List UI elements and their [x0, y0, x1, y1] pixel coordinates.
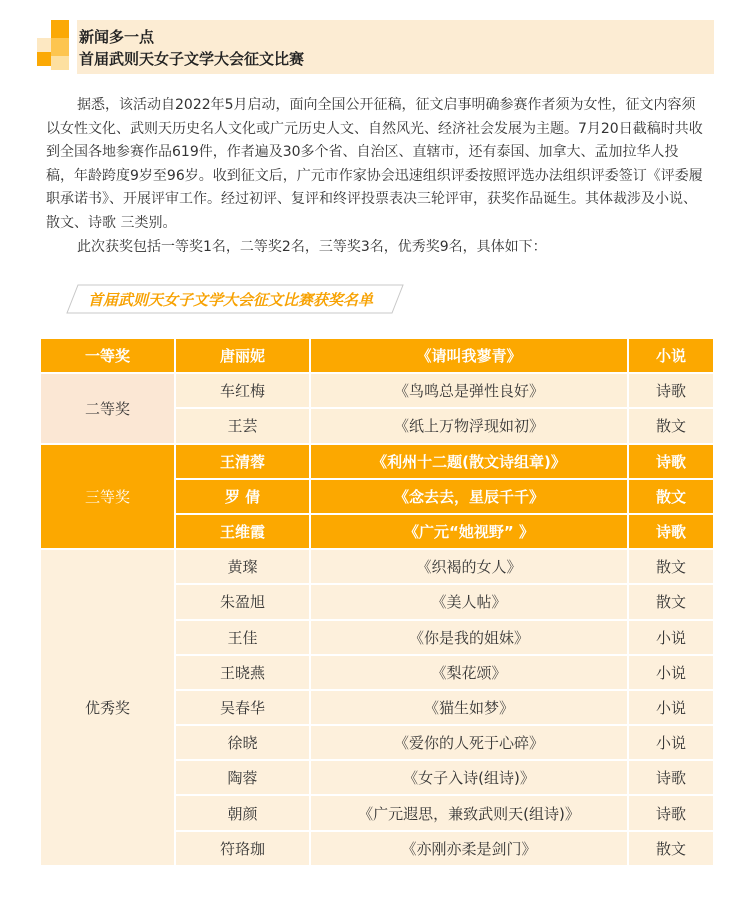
work-cell: 《利州十二题(散文诗组章)》: [310, 444, 628, 479]
genre-cell: 诗歌: [628, 795, 714, 830]
genre-cell: 诗歌: [628, 760, 714, 795]
work-cell: 《鸟鸣总是弹性良好》: [310, 373, 628, 408]
work-cell: 《织褐的女人》: [310, 549, 628, 584]
table-row: [40, 338, 714, 373]
paragraph: 此次获奖包括一等奖1名，二等奖2名，三等奖3名，优秀奖9名，具体如下：: [77, 238, 547, 255]
paragraph: 据悉，该活动自2022年5月启动，面向全国公开征稿，征文启事明确参赛作者须为女性，征文内容须以女性文化、武则天历史名人文化或广元历史人文、自然风光、经济社会发展为主题。7月20日截稿时共收到全国各地参赛作品619件，作者遍及30多个省、自治区、直辖市，还有泰国、加拿大、孟加拉华人投稿，年龄跨度9岁至96岁。收到征文后，广元市作家协会迅速组织评委按照评选办法组织评委签订《评委履职承诺书》、开展评审工作。经过初评、复评和终评投票表决三轮评审，获奖作品诞生。其体裁涉及小说、散文、诗歌 三类别。: [46, 97, 703, 231]
award-list-banner: [66, 284, 404, 314]
work-cell: 《念去去，星辰千千》: [310, 479, 628, 514]
genre-cell: 诗歌: [628, 444, 714, 479]
author-cell: 符珞珈: [175, 831, 310, 866]
author-cell: 王清蓉: [175, 444, 310, 479]
award-table: [39, 337, 715, 867]
genre-cell: 小说: [628, 620, 714, 655]
decor-square: [51, 20, 69, 38]
genre-cell: 诗歌: [628, 514, 714, 549]
author-cell: 陶蓉: [175, 760, 310, 795]
header-line-1: 新闻多一点: [79, 28, 155, 46]
genre-cell: 小说: [628, 690, 714, 725]
author-cell: 王维霞: [175, 514, 310, 549]
work-cell: 《广元“她视野” 》: [310, 514, 628, 549]
work-cell: 《女子入诗(组诗)》: [310, 760, 628, 795]
table-row: [40, 549, 714, 584]
work-cell: 《纸上万物浮现如初》: [310, 408, 628, 443]
genre-cell: 散文: [628, 831, 714, 866]
table-row: [40, 444, 714, 479]
work-cell: 《梨花颂》: [310, 655, 628, 690]
genre-cell: 散文: [628, 549, 714, 584]
banner-title: 首届武则天女子文学大会征文比赛获奖名单: [88, 291, 374, 309]
work-cell: 《猫生如梦》: [310, 690, 628, 725]
genre-cell: 小说: [628, 725, 714, 760]
author-cell: 车红梅: [175, 373, 310, 408]
decor-square: [37, 52, 51, 66]
genre-cell: 散文: [628, 584, 714, 619]
author-cell: 朱盈旭: [175, 584, 310, 619]
section-header: [37, 20, 714, 74]
genre-cell: 散文: [628, 479, 714, 514]
work-cell: 《亦刚亦柔是剑门》: [310, 831, 628, 866]
tier-cell: 二等奖: [40, 373, 175, 443]
table-row: [40, 373, 714, 408]
tier-cell: 优秀奖: [40, 549, 175, 866]
author-cell: 黄璨: [175, 549, 310, 584]
author-cell: 吴春华: [175, 690, 310, 725]
work-cell: 《广元遐思，兼致武则天(组诗)》: [310, 795, 628, 830]
author-cell: 王芸: [175, 408, 310, 443]
tier-cell: 三等奖: [40, 444, 175, 550]
author-cell: 朝颜: [175, 795, 310, 830]
decor-square: [37, 38, 51, 52]
author-cell: 徐晓: [175, 725, 310, 760]
genre-cell: 散文: [628, 408, 714, 443]
author-cell: 王晓燕: [175, 655, 310, 690]
genre-cell: 小说: [628, 655, 714, 690]
genre-cell: 小说: [628, 338, 714, 373]
genre-cell: 诗歌: [628, 373, 714, 408]
author-cell: 王佳: [175, 620, 310, 655]
author-cell: 罗 倩: [175, 479, 310, 514]
header-title: [79, 26, 304, 70]
decor-square: [51, 38, 69, 56]
work-cell: 《爱你的人死于心碎》: [310, 725, 628, 760]
article-body: [46, 94, 706, 259]
decor-square: [51, 56, 69, 70]
tier-cell: 一等奖: [40, 338, 175, 373]
work-cell: 《你是我的姐妹》: [310, 620, 628, 655]
header-line-2: 首届武则天女子文学大会征文比赛: [79, 50, 305, 68]
work-cell: 《请叫我蓼青》: [310, 338, 628, 373]
author-cell: 唐丽妮: [175, 338, 310, 373]
work-cell: 《美人帖》: [310, 584, 628, 619]
